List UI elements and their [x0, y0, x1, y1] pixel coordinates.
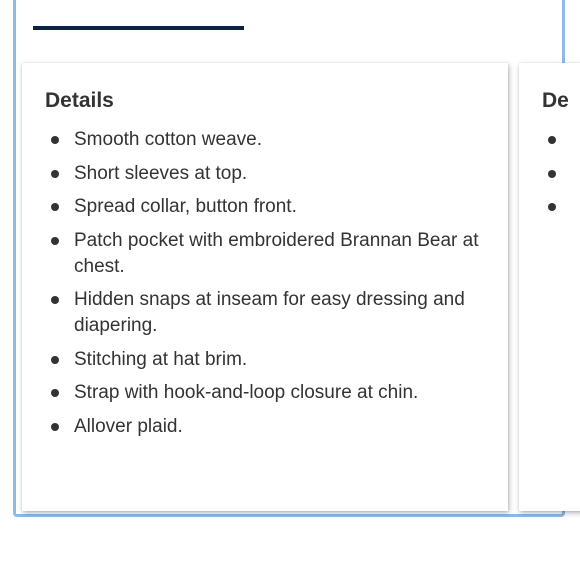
- next-card-title: De: [542, 89, 569, 112]
- details-card-title: Details: [45, 89, 114, 112]
- list-item-text: Strap with hook-and-loop closure at chin.: [74, 382, 419, 403]
- list-item: [45, 347, 484, 373]
- list-item-text: Hidden snaps at inseam for easy dressing and diapering.: [74, 289, 465, 336]
- list-item-text: Patch pocket with embroidered Brannan Bear at chest.: [74, 229, 479, 277]
- list-item-text: Short sleeves at top.: [74, 162, 248, 184]
- details-card: [22, 63, 508, 511]
- bullet-icon: [548, 170, 556, 178]
- next-details-card[interactable]: [519, 63, 580, 511]
- list-item: [45, 287, 484, 339]
- list-item: [542, 161, 580, 187]
- details-list: [45, 127, 484, 440]
- list-item: [45, 380, 484, 406]
- bullet-icon: [51, 389, 59, 397]
- next-card-list: [542, 127, 580, 220]
- bullet-icon: [51, 170, 59, 178]
- bullet-icon: [51, 237, 59, 245]
- list-item: [45, 127, 484, 153]
- bullet-icon: [51, 136, 59, 144]
- list-item: [45, 161, 484, 187]
- bullet-icon: [51, 296, 59, 304]
- list-item-text: Allover plaid.: [74, 415, 183, 437]
- list-item-text: Spread collar, button front.: [74, 196, 297, 217]
- bullet-icon: [548, 136, 556, 144]
- list-item-text: Stitching at hat brim.: [74, 348, 248, 370]
- bullet-icon: [51, 423, 59, 431]
- list-item: [45, 228, 484, 280]
- list-item: [45, 194, 484, 220]
- list-item: [45, 414, 484, 440]
- bullet-icon: [548, 203, 556, 211]
- list-item: [542, 194, 580, 220]
- list-item-text: Smooth cotton weave.: [74, 129, 262, 150]
- active-tab-indicator: [33, 26, 244, 30]
- bullet-icon: [51, 356, 59, 364]
- bullet-icon: [51, 203, 59, 211]
- list-item: [542, 127, 580, 153]
